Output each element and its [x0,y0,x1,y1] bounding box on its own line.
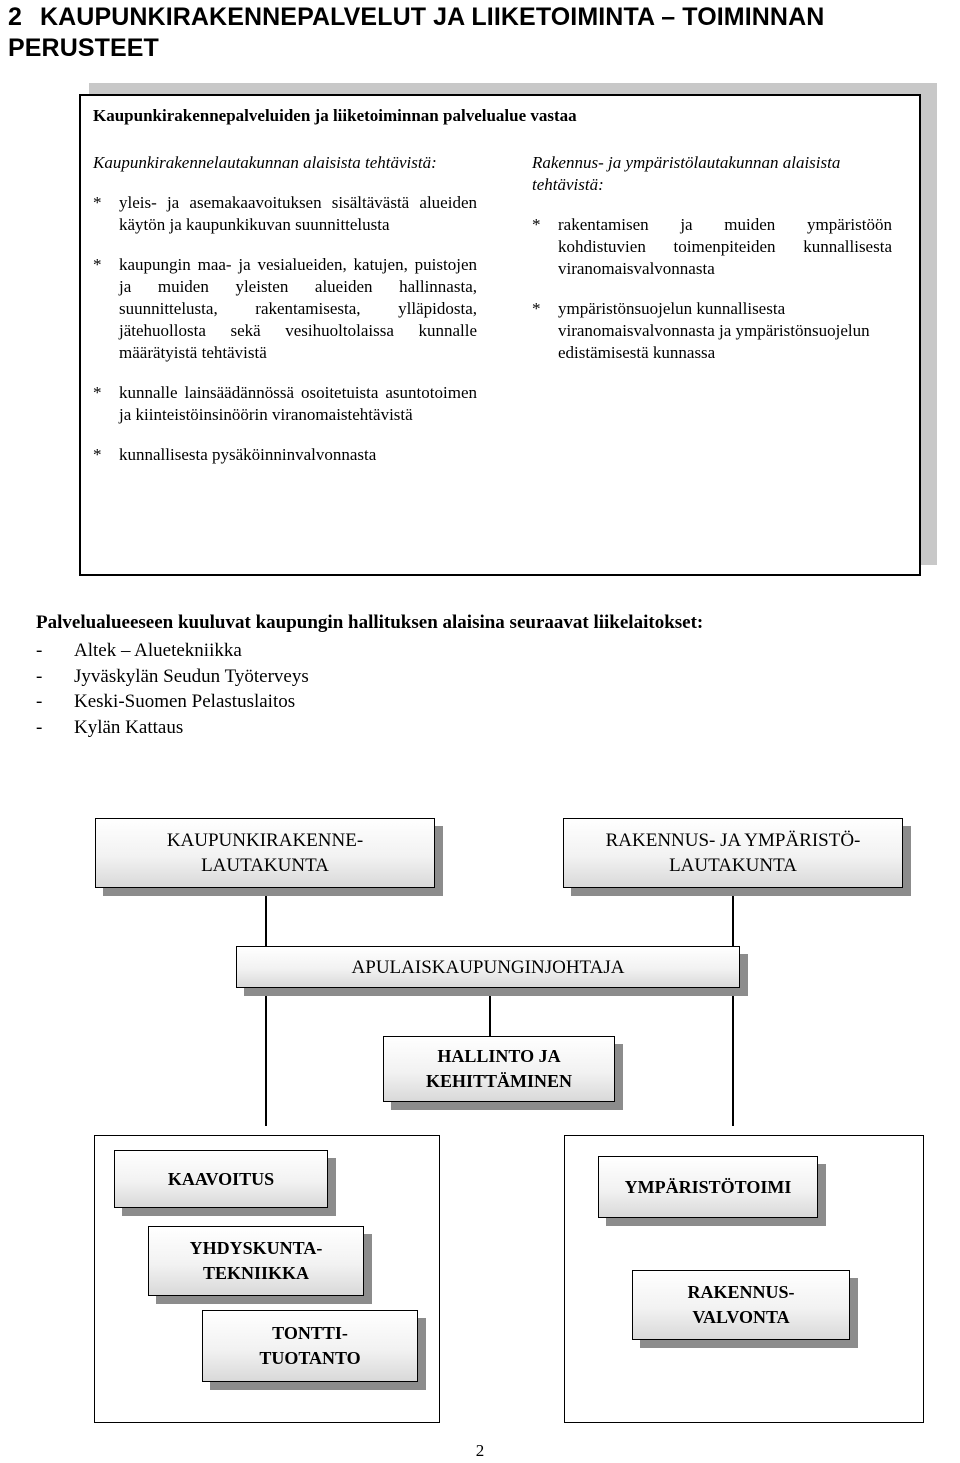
right-item-text: ympäristönsuojelun kunnallisesta viranomaisvalvonnasta ja ympäristönsuojelun edistämisestä kunnassa [558,299,870,362]
responsibilities-box [79,94,921,576]
org-box-line: LAUTAKUNTA [201,855,329,876]
org-box-ymparistotoimi [598,1156,818,1218]
unit-name: Keski-Suomen Pelastuslaitos [74,691,296,712]
left-subtitle: Kaupunkirakennelautakunnan alaisista tehtävistä: [93,153,437,172]
left-item-text: kaupungin maa- ja vesialueiden, katujen, puistojen ja muiden yleisten alueiden hallinnasta, suunnittelusta, rakentamisesta, ylläpidosta, jätehuollosta sekä vesihuoltolaissa kunnalle määrätyistä tehtävistä [119,255,477,362]
org-box-line: KEHITTÄMINEN [425,1071,573,1091]
org-box-line: HALLINTO JA [437,1046,561,1066]
dash: - [36,691,43,712]
bullet-star: * [532,215,541,234]
org-box-apulaiskaupunginjohtaja [236,946,740,988]
bullet-star: * [93,445,102,464]
left-item [93,192,477,236]
org-box-rakennusvalvonta [632,1270,850,1340]
heading-number: 2 [8,3,23,31]
list-item [36,689,309,715]
dash: - [36,716,43,738]
page-heading [8,2,956,64]
org-box-hallinto-ja-kehittaminen [383,1036,615,1102]
org-box-line: YHDYSKUNTA- [189,1238,323,1258]
right-column [532,152,892,382]
heading-text: KAUPUNKIRAKENNEPALVELUT JA LIIKETOIMINTA – TOIMINNAN PERUSTEET [8,3,825,62]
org-box-line: KAUPUNKIRAKENNE- [166,830,364,851]
left-item-text: kunnalle lainsäädännössä osoitetuista asuntotoimen ja kiinteistöinsinöörin viranomaistehtävistä [119,383,477,424]
connector-deputy-admin [489,988,491,1036]
left-item-text: yleis- ja asemakaavoituksen sisältävästä alueiden käytön ja kaupunkikuvan suunnittelusta [119,193,477,234]
org-box-line: VALVONTA [692,1307,790,1327]
unit-name: Altek – Aluetekniikka [74,640,242,661]
org-box-yhdyskuntatekniikka [148,1226,364,1296]
units-list [36,638,309,740]
org-box-tonttituotanto [202,1310,418,1382]
dash: - [36,640,43,661]
org-box-line: RAKENNUS- [687,1282,795,1302]
org-box-line: LAUTAKUNTA [669,855,797,876]
org-box-line: RAKENNUS- JA YMPÄRISTÖ- [605,830,861,851]
left-item [93,382,477,426]
org-box-label: YMPÄRISTÖTOIMI [624,1176,792,1197]
units-title: Palvelualueeseen kuuluvat kaupungin hallituksen alaisina seuraavat liikelaitokset: [36,612,704,633]
org-box-line: TEKNIIKKA [202,1263,309,1283]
org-box-line: TONTTI- [272,1323,348,1343]
left-item [93,444,477,466]
list-item [36,715,309,741]
list-item [36,638,309,664]
connector-left-group [265,988,267,1126]
org-box-label: KAAVOITUS [167,1168,275,1189]
bullet-star: * [93,383,102,402]
connector-right-board [732,888,734,948]
dash: - [36,665,43,687]
bullet-star: * [532,299,541,318]
connector-left-board [265,888,267,948]
list-item [36,664,309,690]
org-box-label: APULAISKAUPUNGINJOHTAJA [351,956,625,978]
left-item [93,254,477,364]
bullet-star: * [93,193,102,212]
bullet-star: * [93,255,102,274]
org-box-kaavoitus [114,1150,328,1208]
connector-right-group [732,988,734,1126]
right-item [532,298,892,364]
right-item-text: rakentamisen ja muiden ympäristöön kohdistuvien toimenpiteiden kunnallisesta viranomaisvalvonnasta [558,215,892,278]
page-number: 2 [475,1441,485,1460]
unit-name: Kylän Kattaus [74,716,184,738]
infobox-title: Kaupunkirakennepalveluiden ja liiketoiminnan palvelualue vastaa [93,106,577,125]
left-item-text: kunnallisesta pysäköinninvalvonnasta [119,445,377,464]
left-column [93,152,477,484]
unit-name: Jyväskylän Seudun Työterveys [74,665,309,687]
org-box-rakennus-ja-ymparistolautakunta [563,818,903,888]
org-box-line: TUOTANTO [259,1348,361,1368]
org-box-kaupunkirakennelautakunta [95,818,435,888]
right-subtitle: Rakennus- ja ympäristölautakunnan alaisista tehtävistä: [532,153,841,194]
right-item [532,214,892,280]
